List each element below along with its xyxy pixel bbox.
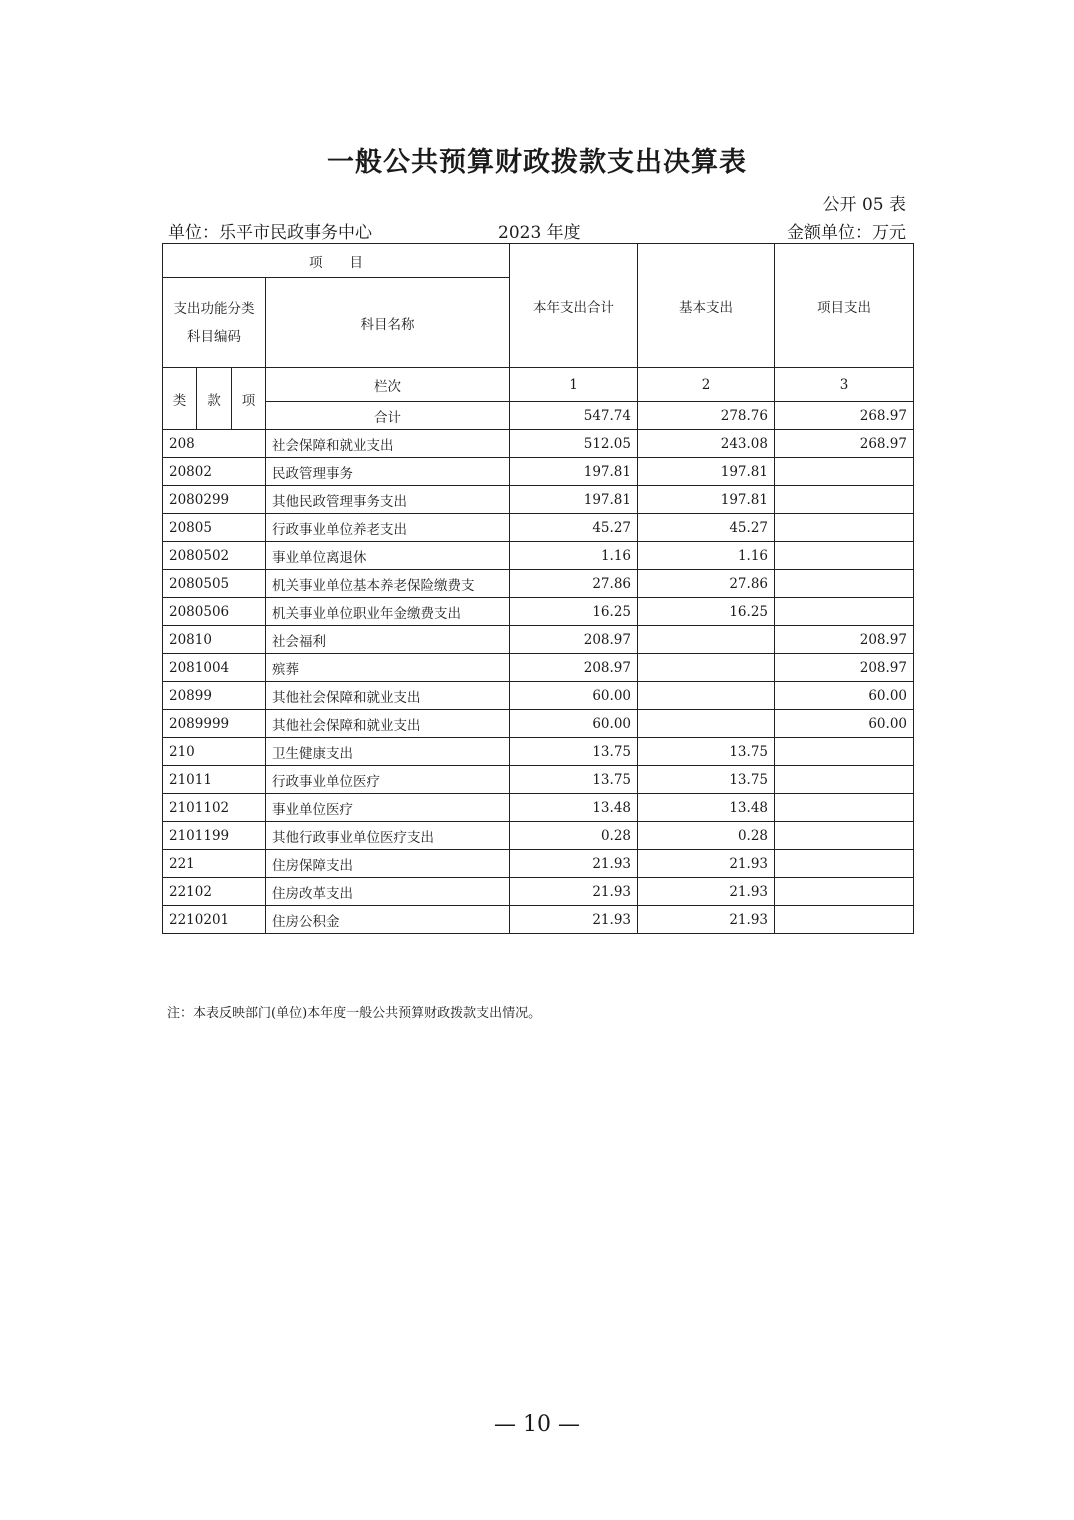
row-code: 2081004 [163, 654, 266, 682]
row-basic: 13.48 [638, 794, 775, 822]
row-code: 221 [163, 850, 266, 878]
row-total: 1.16 [510, 542, 638, 570]
row-project [775, 598, 914, 626]
row-basic: 197.81 [638, 458, 775, 486]
row-code: 20810 [163, 626, 266, 654]
header-col3: 3 [775, 368, 914, 402]
row-project [775, 542, 914, 570]
table-row [163, 570, 914, 598]
summary-project: 268.97 [775, 402, 914, 430]
row-total: 13.48 [510, 794, 638, 822]
row-total: 21.93 [510, 878, 638, 906]
page-title: 一般公共预算财政拨款支出决算表 [327, 147, 747, 178]
row-name: 行政事业单位养老支出 [266, 514, 510, 542]
row-code: 20802 [163, 458, 266, 486]
row-total: 13.75 [510, 738, 638, 766]
row-name: 其他社会保障和就业支出 [266, 710, 510, 738]
row-code: 2101199 [163, 822, 266, 850]
header-xiang: 项 [232, 368, 266, 430]
row-project: 60.00 [775, 682, 914, 710]
amount-unit: 金额单位：万元 [787, 223, 906, 243]
row-project: 60.00 [775, 710, 914, 738]
header-lei: 类 [163, 368, 197, 430]
table-row [163, 850, 914, 878]
row-project [775, 766, 914, 794]
summary-total: 547.74 [510, 402, 638, 430]
page-number: — 10 — [494, 1412, 580, 1437]
row-basic: 197.81 [638, 486, 775, 514]
row-name: 住房公积金 [266, 906, 510, 934]
row-code: 2080505 [163, 570, 266, 598]
form-number: 公开 05 表 [822, 195, 906, 215]
row-total: 197.81 [510, 458, 638, 486]
row-project [775, 570, 914, 598]
table-row [163, 766, 914, 794]
header-func-code-line2: 科目编码 [187, 328, 241, 345]
row-basic [638, 626, 775, 654]
table-row [163, 906, 914, 934]
fiscal-year: 2023 年度 [498, 223, 581, 243]
row-project [775, 850, 914, 878]
header-func-code-line1: 支出功能分类 [173, 300, 255, 317]
table-row [163, 738, 914, 766]
header-row-item [163, 244, 914, 278]
row-project [775, 458, 914, 486]
row-name: 住房改革支出 [266, 878, 510, 906]
row-total: 197.81 [510, 486, 638, 514]
row-project [775, 794, 914, 822]
table-row [163, 822, 914, 850]
row-total: 45.27 [510, 514, 638, 542]
summary-basic: 278.76 [638, 402, 775, 430]
row-project [775, 878, 914, 906]
row-project [775, 906, 914, 934]
header-total: 本年支出合计 [510, 244, 638, 368]
row-code: 210 [163, 738, 266, 766]
header-col2: 2 [638, 368, 775, 402]
row-total: 27.86 [510, 570, 638, 598]
header-func-code [163, 278, 266, 368]
row-basic: 13.75 [638, 738, 775, 766]
row-code: 2210201 [163, 906, 266, 934]
row-project [775, 738, 914, 766]
row-project [775, 514, 914, 542]
header-item: 项 目 [163, 244, 510, 278]
table-row [163, 486, 914, 514]
table-row [163, 794, 914, 822]
row-project: 208.97 [775, 626, 914, 654]
row-basic: 16.25 [638, 598, 775, 626]
row-basic: 21.93 [638, 906, 775, 934]
row-name: 机关事业单位职业年金缴费支出 [266, 598, 510, 626]
row-total: 60.00 [510, 710, 638, 738]
table-row [163, 430, 914, 458]
row-basic: 13.75 [638, 766, 775, 794]
row-basic [638, 682, 775, 710]
row-name: 殡葬 [266, 654, 510, 682]
row-code: 21011 [163, 766, 266, 794]
row-name: 其他民政管理事务支出 [266, 486, 510, 514]
header-col1: 1 [510, 368, 638, 402]
meta-line [164, 218, 906, 242]
row-code: 20805 [163, 514, 266, 542]
row-name: 民政管理事务 [266, 458, 510, 486]
row-total: 13.75 [510, 766, 638, 794]
header-lanci: 栏次 [266, 368, 510, 402]
row-basic: 21.93 [638, 850, 775, 878]
table-row [163, 514, 914, 542]
row-total: 60.00 [510, 682, 638, 710]
row-basic: 243.08 [638, 430, 775, 458]
row-code: 2080502 [163, 542, 266, 570]
summary-row [163, 402, 914, 430]
row-basic: 21.93 [638, 878, 775, 906]
row-name: 行政事业单位医疗 [266, 766, 510, 794]
row-code: 2089999 [163, 710, 266, 738]
row-name: 事业单位离退休 [266, 542, 510, 570]
table-row [163, 682, 914, 710]
table-row [163, 542, 914, 570]
row-code: 20899 [163, 682, 266, 710]
row-name: 其他行政事业单位医疗支出 [266, 822, 510, 850]
header-row-lanci [163, 368, 914, 402]
row-total: 16.25 [510, 598, 638, 626]
row-name: 机关事业单位基本养老保险缴费支 [266, 570, 510, 598]
row-name: 卫生健康支出 [266, 738, 510, 766]
row-total: 21.93 [510, 850, 638, 878]
header-project: 项目支出 [775, 244, 914, 368]
row-project [775, 822, 914, 850]
row-name: 住房保障支出 [266, 850, 510, 878]
table-row [163, 710, 914, 738]
row-basic: 1.16 [638, 542, 775, 570]
row-total: 0.28 [510, 822, 638, 850]
expenditure-table [162, 243, 914, 934]
row-code: 208 [163, 430, 266, 458]
row-project: 268.97 [775, 430, 914, 458]
table-row [163, 458, 914, 486]
table-row [163, 654, 914, 682]
table-row [163, 878, 914, 906]
header-subject-name: 科目名称 [266, 278, 510, 368]
header-kuan: 款 [197, 368, 232, 430]
row-total: 208.97 [510, 626, 638, 654]
table-body [163, 244, 914, 934]
row-name: 社会福利 [266, 626, 510, 654]
row-total: 512.05 [510, 430, 638, 458]
footnote: 注：本表反映部门(单位)本年度一般公共预算财政拨款支出情况。 [167, 1006, 542, 1021]
row-code: 2080506 [163, 598, 266, 626]
row-basic: 0.28 [638, 822, 775, 850]
row-project: 208.97 [775, 654, 914, 682]
row-name: 社会保障和就业支出 [266, 430, 510, 458]
row-name: 其他社会保障和就业支出 [266, 682, 510, 710]
table-row [163, 626, 914, 654]
row-basic: 27.86 [638, 570, 775, 598]
row-basic [638, 710, 775, 738]
header-basic: 基本支出 [638, 244, 775, 368]
table-row [163, 598, 914, 626]
row-code: 22102 [163, 878, 266, 906]
row-code: 2101102 [163, 794, 266, 822]
summary-label: 合计 [266, 402, 510, 430]
row-code: 2080299 [163, 486, 266, 514]
row-total: 208.97 [510, 654, 638, 682]
row-project [775, 486, 914, 514]
row-name: 事业单位医疗 [266, 794, 510, 822]
row-basic [638, 654, 775, 682]
row-total: 21.93 [510, 906, 638, 934]
row-basic: 45.27 [638, 514, 775, 542]
reporting-unit: 单位：乐平市民政事务中心 [168, 223, 372, 243]
